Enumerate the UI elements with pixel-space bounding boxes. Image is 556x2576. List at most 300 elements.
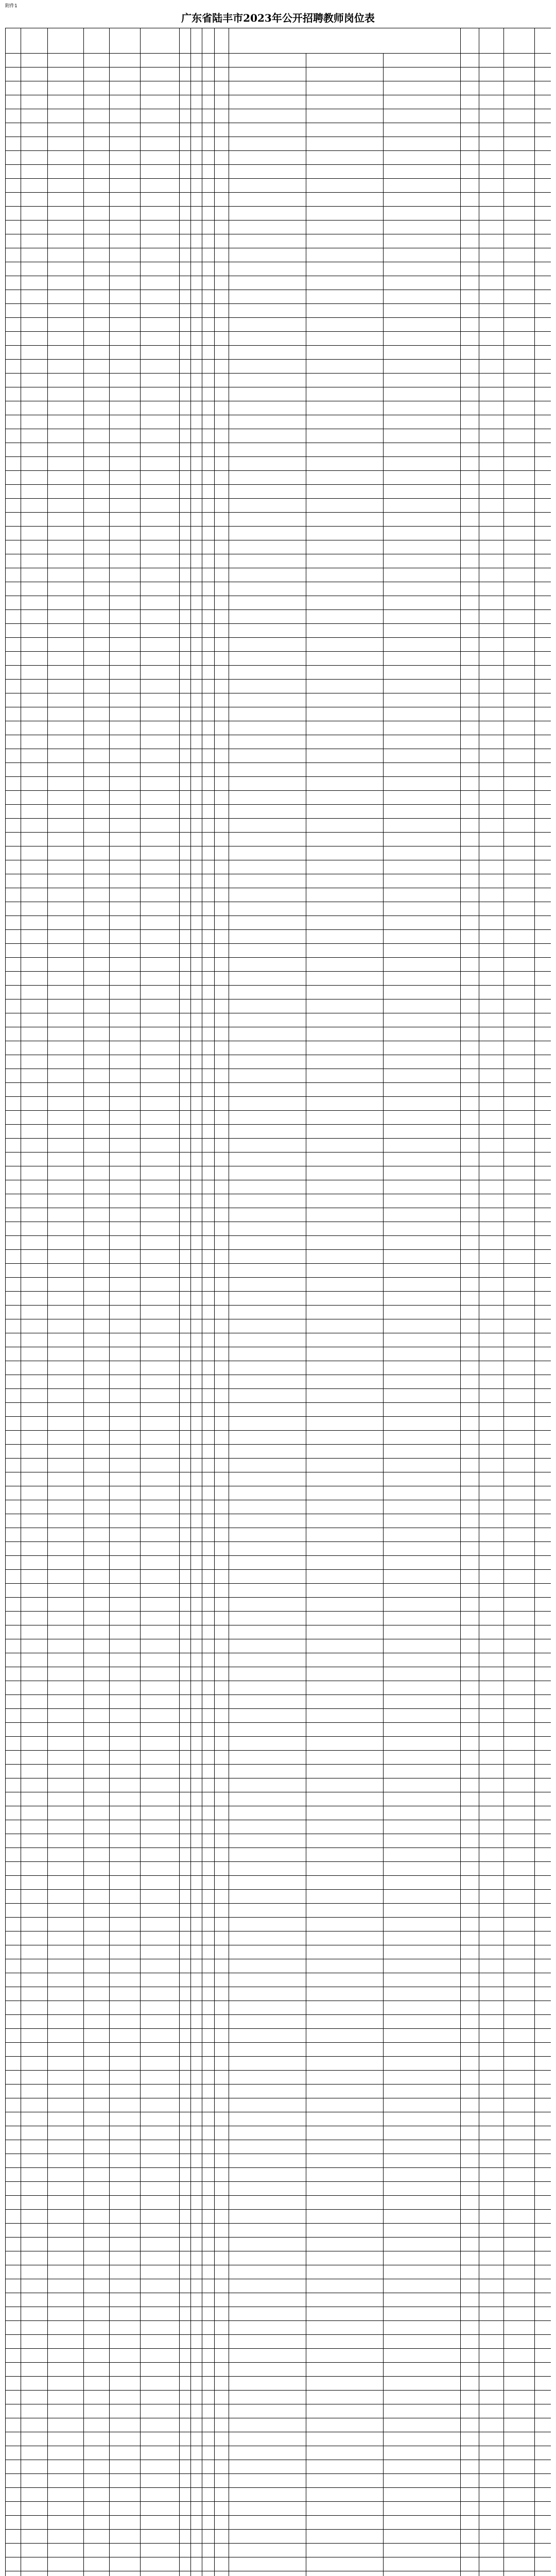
table-row <box>6 2098 551 2112</box>
table-cell <box>384 763 461 777</box>
table-cell <box>306 2446 384 2460</box>
table-cell <box>215 916 229 930</box>
table-cell <box>215 179 229 193</box>
table-header-cell <box>110 28 141 54</box>
table-cell <box>202 2502 215 2516</box>
table-cell <box>479 763 504 777</box>
table-cell <box>21 846 48 860</box>
table-cell <box>48 2432 84 2446</box>
table-row <box>6 833 551 846</box>
table-cell <box>191 2279 202 2293</box>
table-cell <box>84 2001 110 2015</box>
table-cell <box>215 1083 229 1097</box>
table-cell <box>215 2377 229 2391</box>
table-cell <box>215 2126 229 2140</box>
table-cell <box>535 2557 551 2571</box>
table-cell <box>229 916 306 930</box>
table-cell <box>110 2404 141 2418</box>
table-cell <box>229 2043 306 2057</box>
table-cell <box>6 1041 21 1055</box>
table-cell <box>461 1848 479 1862</box>
table-cell <box>191 2210 202 2224</box>
table-cell <box>110 1918 141 1931</box>
table-cell <box>48 1500 84 1514</box>
table-cell <box>6 1598 21 1612</box>
table-cell <box>84 1792 110 1806</box>
table-cell <box>535 596 551 610</box>
table-cell <box>180 1292 191 1306</box>
table-cell <box>535 346 551 360</box>
table-cell <box>215 1681 229 1695</box>
table-cell <box>191 916 202 930</box>
table-cell <box>180 262 191 276</box>
table-row <box>6 1765 551 1778</box>
table-cell <box>461 1111 479 1125</box>
table-cell <box>384 2460 461 2474</box>
table-cell <box>306 1403 384 1417</box>
table-cell <box>180 2210 191 2224</box>
table-cell <box>384 2279 461 2293</box>
table-cell <box>504 318 535 332</box>
table-cell <box>461 540 479 554</box>
table-cell <box>141 2530 180 2544</box>
table-cell <box>306 763 384 777</box>
table-cell <box>21 1375 48 1389</box>
table-cell <box>535 680 551 693</box>
table-cell <box>84 2071 110 2084</box>
table-cell <box>461 1570 479 1584</box>
table-cell <box>479 582 504 596</box>
table-cell <box>479 805 504 819</box>
table-cell <box>84 2196 110 2210</box>
table-row <box>6 1514 551 1528</box>
table-cell <box>461 2071 479 2084</box>
table-row <box>6 930 551 944</box>
table-cell <box>479 735 504 749</box>
table-cell <box>229 346 306 360</box>
table-cell <box>479 234 504 248</box>
table-cell <box>84 276 110 290</box>
table-cell <box>21 290 48 304</box>
table-cell <box>229 2474 306 2488</box>
table-cell <box>504 234 535 248</box>
table-cell <box>21 916 48 930</box>
table-cell <box>384 2182 461 2196</box>
table-cell <box>306 2544 384 2557</box>
table-cell <box>191 749 202 763</box>
table-cell <box>215 1236 229 1250</box>
table-cell <box>84 248 110 262</box>
table-cell <box>110 902 141 916</box>
table-cell <box>229 193 306 207</box>
table-cell <box>384 332 461 346</box>
table-cell <box>202 276 215 290</box>
table-cell <box>202 1723 215 1737</box>
table-cell <box>215 276 229 290</box>
table-cell <box>180 638 191 652</box>
table-cell <box>535 1389 551 1403</box>
table-cell <box>110 1208 141 1222</box>
table-cell <box>48 123 84 137</box>
table-row <box>6 1584 551 1598</box>
table-row <box>6 2140 551 2154</box>
table-cell <box>461 554 479 568</box>
table-cell <box>504 666 535 680</box>
table-cell <box>384 1403 461 1417</box>
table-cell <box>84 1806 110 1820</box>
table-cell <box>215 2474 229 2488</box>
table-cell <box>84 221 110 234</box>
table-cell <box>504 1417 535 1431</box>
table-cell <box>202 457 215 471</box>
table-cell <box>110 2154 141 2168</box>
table-cell <box>21 165 48 179</box>
table-cell <box>6 721 21 735</box>
table-cell <box>202 123 215 137</box>
table-cell <box>306 707 384 721</box>
table-cell <box>229 721 306 735</box>
table-cell <box>84 499 110 513</box>
table-cell <box>21 1306 48 1319</box>
table-cell <box>141 2015 180 2029</box>
table-cell <box>48 95 84 109</box>
table-cell <box>535 415 551 429</box>
table-cell <box>479 1139 504 1153</box>
table-cell <box>48 1111 84 1125</box>
table-cell <box>21 81 48 95</box>
table-cell <box>504 1500 535 1514</box>
table-cell <box>84 513 110 527</box>
table-cell <box>21 429 48 443</box>
table-cell <box>535 2502 551 2516</box>
table-cell <box>384 248 461 262</box>
table-cell <box>384 1431 461 1445</box>
table-cell <box>141 499 180 513</box>
table-cell <box>229 2446 306 2460</box>
table-cell <box>215 1570 229 1584</box>
table-cell <box>504 443 535 457</box>
table-cell <box>384 2349 461 2363</box>
table-cell <box>229 1500 306 1514</box>
table-cell <box>535 1528 551 1542</box>
table-cell <box>141 2488 180 2502</box>
table-row <box>6 1139 551 1153</box>
table-cell <box>21 972 48 986</box>
table-cell <box>535 2530 551 2544</box>
table-cell <box>384 234 461 248</box>
table-cell <box>504 2251 535 2265</box>
table-cell <box>535 1862 551 1876</box>
table-cell <box>535 179 551 193</box>
table-cell <box>110 81 141 95</box>
table-cell <box>48 568 84 582</box>
table-cell <box>84 1459 110 1472</box>
table-cell <box>229 2349 306 2363</box>
table-cell <box>384 346 461 360</box>
table-cell <box>535 499 551 513</box>
table-cell <box>384 1612 461 1625</box>
table-cell <box>229 374 306 387</box>
table-cell <box>306 54 384 67</box>
table-cell <box>215 1459 229 1472</box>
table-cell <box>191 1862 202 1876</box>
table-cell <box>84 346 110 360</box>
table-cell <box>461 2196 479 2210</box>
table-cell <box>6 652 21 666</box>
table-cell <box>141 596 180 610</box>
table-row <box>6 457 551 471</box>
table-cell <box>479 1417 504 1431</box>
table-cell <box>229 1055 306 1069</box>
table-cell <box>461 1361 479 1375</box>
table-cell <box>461 123 479 137</box>
table-cell <box>504 1612 535 1625</box>
table-cell <box>504 1570 535 1584</box>
table-cell <box>535 860 551 874</box>
table-cell <box>229 2571 306 2576</box>
table-cell <box>479 1765 504 1778</box>
table-cell <box>6 137 21 151</box>
table-cell <box>384 735 461 749</box>
table-cell <box>141 763 180 777</box>
table-cell <box>461 1292 479 1306</box>
table-cell <box>84 735 110 749</box>
table-cell <box>384 2140 461 2154</box>
table-cell <box>21 2238 48 2251</box>
table-cell <box>141 1876 180 1890</box>
table-cell <box>141 1166 180 1180</box>
table-cell <box>215 2168 229 2182</box>
table-cell <box>461 860 479 874</box>
table-cell <box>384 888 461 902</box>
table-cell <box>202 2488 215 2502</box>
table-row <box>6 944 551 958</box>
table-cell <box>84 95 110 109</box>
table-cell <box>504 958 535 972</box>
table-cell <box>306 221 384 234</box>
table-cell <box>535 1306 551 1319</box>
table-cell <box>504 1459 535 1472</box>
table-cell <box>191 2084 202 2098</box>
table-cell <box>479 2530 504 2544</box>
table-cell <box>110 1361 141 1375</box>
table-cell <box>48 2112 84 2126</box>
table-cell <box>180 54 191 67</box>
table-cell <box>202 1208 215 1222</box>
table-cell <box>202 805 215 819</box>
table-cell <box>180 874 191 888</box>
table-cell <box>110 2293 141 2307</box>
table-cell <box>180 2084 191 2098</box>
table-cell <box>384 2544 461 2557</box>
table-cell <box>461 2446 479 2460</box>
table-cell <box>141 666 180 680</box>
table-cell <box>191 1333 202 1347</box>
table-cell <box>535 1653 551 1667</box>
table-cell <box>535 1139 551 1153</box>
table-cell <box>6 527 21 540</box>
table-cell <box>110 1987 141 2001</box>
table-cell <box>215 986 229 999</box>
table-cell <box>202 1667 215 1681</box>
table-cell <box>306 1584 384 1598</box>
table-cell <box>461 2544 479 2557</box>
table-cell <box>6 1931 21 1945</box>
table-cell <box>535 1890 551 1904</box>
table-cell <box>504 1514 535 1528</box>
table-cell <box>180 304 191 318</box>
table-cell <box>229 1973 306 1987</box>
table-cell <box>306 554 384 568</box>
table-cell <box>479 95 504 109</box>
table-cell <box>384 2168 461 2182</box>
table-cell <box>110 1278 141 1292</box>
table-cell <box>110 874 141 888</box>
table-cell <box>306 1653 384 1667</box>
table-cell <box>535 1055 551 1069</box>
table-row <box>6 582 551 596</box>
table-cell <box>84 1848 110 1862</box>
table-cell <box>191 1139 202 1153</box>
table-cell <box>180 429 191 443</box>
table-cell <box>48 2460 84 2474</box>
table-row <box>6 1347 551 1361</box>
table-cell <box>141 2516 180 2530</box>
table-cell <box>306 276 384 290</box>
table-cell <box>229 2224 306 2238</box>
table-cell <box>202 2335 215 2349</box>
table-row <box>6 2057 551 2071</box>
table-cell <box>535 1709 551 1723</box>
table-cell <box>306 1612 384 1625</box>
table-cell <box>110 610 141 624</box>
table-cell <box>479 429 504 443</box>
table-cell <box>48 1403 84 1417</box>
table-row <box>6 2544 551 2557</box>
table-cell <box>191 1792 202 1806</box>
table-cell <box>141 1904 180 1918</box>
table-cell <box>21 1333 48 1347</box>
table-cell <box>110 1514 141 1528</box>
table-cell <box>21 457 48 471</box>
table-cell <box>84 2126 110 2140</box>
table-cell <box>461 1931 479 1945</box>
table-cell <box>384 1500 461 1514</box>
table-cell <box>229 1208 306 1222</box>
table-row <box>6 1306 551 1319</box>
table-cell <box>306 1278 384 1292</box>
table-cell <box>6 1208 21 1222</box>
table-row <box>6 1333 551 1347</box>
table-cell <box>504 1778 535 1792</box>
table-cell <box>461 1598 479 1612</box>
table-cell <box>141 513 180 527</box>
table-cell <box>141 346 180 360</box>
table-row <box>6 1069 551 1083</box>
table-cell <box>6 1918 21 1931</box>
table-cell <box>84 582 110 596</box>
table-cell <box>306 2335 384 2349</box>
table-cell <box>306 916 384 930</box>
table-cell <box>141 1459 180 1472</box>
table-cell <box>306 1139 384 1153</box>
table-cell <box>6 1723 21 1737</box>
table-cell <box>535 1125 551 1139</box>
table-cell <box>461 1751 479 1765</box>
table-cell <box>229 1361 306 1375</box>
table-cell <box>461 1139 479 1153</box>
table-cell <box>202 833 215 846</box>
table-cell <box>504 972 535 986</box>
table-cell <box>110 318 141 332</box>
table-cell <box>215 930 229 944</box>
table-cell <box>6 1389 21 1403</box>
table-cell <box>384 2154 461 2168</box>
table-cell <box>84 1959 110 1973</box>
table-cell <box>180 1208 191 1222</box>
table-cell <box>141 568 180 582</box>
table-cell <box>191 1848 202 1862</box>
table-cell <box>202 2084 215 2098</box>
table-cell <box>535 1737 551 1751</box>
table-cell <box>479 540 504 554</box>
table-cell <box>180 2293 191 2307</box>
table-cell <box>461 1389 479 1403</box>
table-cell <box>384 2029 461 2043</box>
table-cell <box>21 902 48 916</box>
table-cell <box>229 819 306 833</box>
table-row <box>6 540 551 554</box>
table-cell <box>202 791 215 805</box>
table-cell <box>535 2126 551 2140</box>
table-cell <box>535 2251 551 2265</box>
table-cell <box>84 666 110 680</box>
table-cell <box>110 1778 141 1792</box>
table-cell <box>479 749 504 763</box>
table-cell <box>479 276 504 290</box>
table-cell <box>384 1111 461 1125</box>
table-cell <box>191 999 202 1013</box>
table-cell <box>141 999 180 1013</box>
table-cell <box>384 2057 461 2071</box>
table-cell <box>479 2140 504 2154</box>
table-cell <box>306 791 384 805</box>
table-cell <box>384 1361 461 1375</box>
table-cell <box>479 1862 504 1876</box>
table-cell <box>306 1778 384 1792</box>
table-cell <box>141 1111 180 1125</box>
table-cell <box>479 1556 504 1570</box>
table-cell <box>21 1292 48 1306</box>
table-cell <box>191 1737 202 1751</box>
table-cell <box>535 540 551 554</box>
table-cell <box>84 443 110 457</box>
table-cell <box>229 2307 306 2321</box>
table-cell <box>48 1041 84 1055</box>
table-cell <box>191 2057 202 2071</box>
table-cell <box>202 527 215 540</box>
table-cell <box>110 1250 141 1264</box>
table-cell <box>535 1639 551 1653</box>
table-cell <box>461 624 479 638</box>
table-cell <box>141 2251 180 2265</box>
table-row <box>6 1472 551 1486</box>
table-cell <box>384 2015 461 2029</box>
table-cell <box>48 1027 84 1041</box>
table-cell <box>229 2265 306 2279</box>
table-cell <box>479 2432 504 2446</box>
table-cell <box>21 1751 48 1765</box>
